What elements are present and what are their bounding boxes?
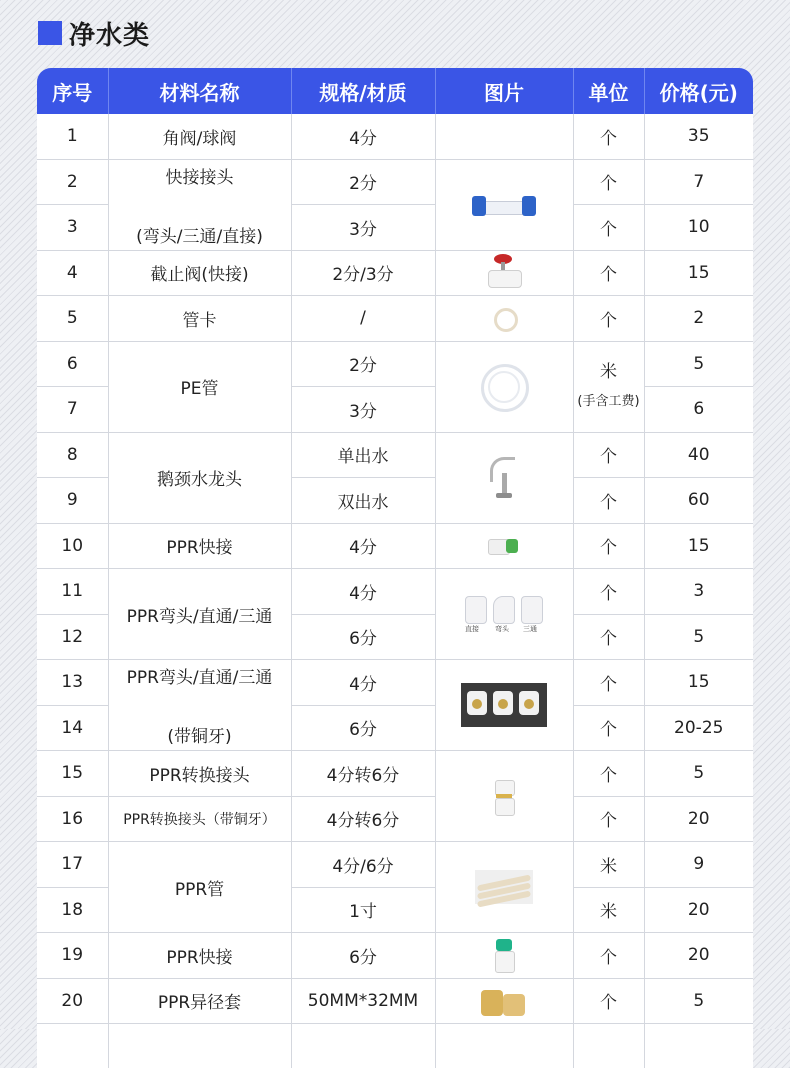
pipe-clamp-image bbox=[491, 306, 517, 330]
row-number: 13 bbox=[37, 660, 108, 706]
table-row bbox=[37, 114, 753, 159]
table-header-row bbox=[37, 68, 753, 114]
spec-cell: 4分 bbox=[291, 569, 435, 615]
table-row bbox=[37, 796, 753, 842]
unit-cell: 米 bbox=[573, 842, 644, 888]
material-name: PPR快接 bbox=[108, 523, 291, 569]
row-number: 8 bbox=[37, 432, 108, 478]
table-row bbox=[37, 296, 753, 342]
price-cell: 3 bbox=[644, 569, 753, 615]
header-number: 序号 bbox=[37, 68, 108, 114]
spec-cell: 4分 bbox=[291, 660, 435, 706]
price-cell: 35 bbox=[644, 114, 753, 159]
unit-cell: 个 bbox=[573, 569, 644, 615]
unit-cell: 个 bbox=[573, 751, 644, 797]
material-name: PPR异径套 bbox=[108, 978, 291, 1024]
picture-cell bbox=[435, 751, 573, 842]
row-number: 1 bbox=[37, 114, 108, 159]
material-name-line1: 快接接头 bbox=[166, 168, 234, 188]
row-number: 10 bbox=[37, 523, 108, 569]
row-number: 6 bbox=[37, 341, 108, 387]
price-cell: 15 bbox=[644, 250, 753, 296]
material-name: PPR快接 bbox=[108, 933, 291, 979]
gooseneck-faucet-image bbox=[484, 453, 524, 503]
brass-thread-fittings-image bbox=[461, 683, 547, 727]
title-square-icon bbox=[38, 21, 62, 45]
page-title: 净水类 bbox=[69, 15, 150, 52]
header-picture: 图片 bbox=[435, 68, 573, 114]
unit-cell: 个 bbox=[573, 705, 644, 751]
spec-cell: 4分/6分 bbox=[291, 842, 435, 888]
price-cell: 20-25 bbox=[644, 705, 753, 751]
table-row bbox=[37, 523, 753, 569]
row-number: 3 bbox=[37, 205, 108, 251]
fitting-label-tee: 三通 bbox=[523, 624, 537, 634]
table-row bbox=[37, 569, 753, 615]
spec-cell: 4分 bbox=[291, 523, 435, 569]
material-name: 鹅颈水龙头 bbox=[108, 432, 291, 523]
row-number: 16 bbox=[37, 796, 108, 842]
table-row bbox=[37, 159, 753, 205]
ppr-fittings-image bbox=[459, 592, 549, 636]
spec-cell: 2分/3分 bbox=[291, 250, 435, 296]
unit-cell: 个 bbox=[573, 296, 644, 342]
material-name: PPR管 bbox=[108, 842, 291, 933]
table-row bbox=[37, 660, 753, 706]
price-cell: 15 bbox=[644, 523, 753, 569]
section-header bbox=[38, 16, 150, 50]
ppr-quick-connector-image bbox=[488, 535, 520, 557]
fitting-label-elbow: 弯头 bbox=[495, 624, 509, 634]
spec-cell: 2分 bbox=[291, 159, 435, 205]
ppr-reducer-image bbox=[479, 984, 529, 1018]
table-row bbox=[37, 842, 753, 888]
unit-cell: 个 bbox=[573, 933, 644, 979]
spec-cell: 50MM*32MM bbox=[291, 978, 435, 1024]
unit-cell: 个 bbox=[573, 478, 644, 524]
price-table-card bbox=[37, 68, 753, 1068]
price-cell: 20 bbox=[644, 933, 753, 979]
row-number: 20 bbox=[37, 978, 108, 1024]
price-table bbox=[37, 68, 753, 1068]
row-number: 12 bbox=[37, 614, 108, 660]
spec-cell: 6分 bbox=[291, 705, 435, 751]
material-name: PPR转换接头 bbox=[108, 751, 291, 797]
unit-cell: 个 bbox=[573, 250, 644, 296]
unit-cell: 个 bbox=[573, 978, 644, 1024]
header-material-name: 材料名称 bbox=[108, 68, 291, 114]
pe-pipe-coil-image bbox=[479, 362, 529, 412]
table-row bbox=[37, 250, 753, 296]
material-name-line2: (弯头/三通/直接) bbox=[136, 227, 263, 247]
picture-cell bbox=[435, 296, 573, 342]
spec-cell: 4分转6分 bbox=[291, 796, 435, 842]
unit-note: (手含工费) bbox=[577, 394, 639, 409]
table-row bbox=[37, 341, 753, 387]
material-name: 截止阀(快接) bbox=[108, 250, 291, 296]
picture-cell bbox=[435, 341, 573, 432]
ppr-pipe-image bbox=[475, 870, 533, 904]
row-number: 2 bbox=[37, 159, 108, 205]
price-cell: 5 bbox=[644, 614, 753, 660]
spec-cell: / bbox=[291, 296, 435, 342]
material-name bbox=[108, 660, 291, 751]
row-number: 17 bbox=[37, 842, 108, 888]
spec-cell: 3分 bbox=[291, 387, 435, 433]
row-number: 9 bbox=[37, 478, 108, 524]
price-cell: 5 bbox=[644, 978, 753, 1024]
table-row bbox=[37, 751, 753, 797]
picture-cell bbox=[435, 933, 573, 979]
price-cell: 60 bbox=[644, 478, 753, 524]
row-number: 5 bbox=[37, 296, 108, 342]
spec-cell: 6分 bbox=[291, 933, 435, 979]
price-cell: 5 bbox=[644, 751, 753, 797]
price-cell: 5 bbox=[644, 341, 753, 387]
fitting-label-straight: 直接 bbox=[465, 624, 479, 634]
material-name-line1: PPR弯头/直通/三通 bbox=[127, 668, 273, 688]
price-cell: 2 bbox=[644, 296, 753, 342]
material-name: 管卡 bbox=[108, 296, 291, 342]
row-number: 15 bbox=[37, 751, 108, 797]
unit-cell bbox=[573, 341, 644, 432]
row-number: 4 bbox=[37, 250, 108, 296]
price-cell: 6 bbox=[644, 387, 753, 433]
price-cell: 40 bbox=[644, 432, 753, 478]
material-name: 角阀/球阀 bbox=[108, 114, 291, 159]
spec-cell: 3分 bbox=[291, 205, 435, 251]
picture-cell-empty bbox=[435, 114, 573, 159]
ppr-converter-image bbox=[491, 774, 517, 818]
spec-cell: 4分 bbox=[291, 114, 435, 159]
unit-cell: 个 bbox=[573, 432, 644, 478]
spec-cell: 4分转6分 bbox=[291, 751, 435, 797]
table-row-partial bbox=[37, 1024, 753, 1068]
picture-cell bbox=[435, 660, 573, 751]
table-row bbox=[37, 432, 753, 478]
picture-cell bbox=[435, 250, 573, 296]
price-cell: 20 bbox=[644, 887, 753, 933]
unit-cell: 个 bbox=[573, 614, 644, 660]
price-cell: 15 bbox=[644, 660, 753, 706]
row-number: 14 bbox=[37, 705, 108, 751]
unit-cell: 米 bbox=[573, 887, 644, 933]
price-cell: 20 bbox=[644, 796, 753, 842]
ppr-quick-6-image bbox=[493, 937, 515, 973]
material-name: PPR弯头/直通/三通 bbox=[108, 569, 291, 660]
table-row bbox=[37, 933, 753, 979]
row-number: 7 bbox=[37, 387, 108, 433]
picture-cell bbox=[435, 432, 573, 523]
unit-cell: 个 bbox=[573, 114, 644, 159]
unit-cell: 个 bbox=[573, 205, 644, 251]
price-cell: 10 bbox=[644, 205, 753, 251]
picture-cell bbox=[435, 523, 573, 569]
table-row bbox=[37, 978, 753, 1024]
picture-cell bbox=[435, 842, 573, 933]
price-cell: 7 bbox=[644, 159, 753, 205]
spec-cell: 6分 bbox=[291, 614, 435, 660]
row-number: 18 bbox=[37, 887, 108, 933]
unit-cell: 个 bbox=[573, 523, 644, 569]
picture-cell bbox=[435, 159, 573, 250]
spec-cell: 2分 bbox=[291, 341, 435, 387]
unit-meter: 米 bbox=[600, 362, 617, 382]
material-name: PPR转换接头（带铜牙） bbox=[108, 796, 291, 842]
unit-cell: 个 bbox=[573, 796, 644, 842]
spec-cell: 1寸 bbox=[291, 887, 435, 933]
stop-valve-image bbox=[484, 252, 524, 294]
spec-cell: 单出水 bbox=[291, 432, 435, 478]
header-price: 价格(元) bbox=[644, 68, 753, 114]
header-unit: 单位 bbox=[573, 68, 644, 114]
unit-cell: 个 bbox=[573, 159, 644, 205]
unit-cell: 个 bbox=[573, 660, 644, 706]
picture-cell bbox=[435, 569, 573, 660]
row-number: 11 bbox=[37, 569, 108, 615]
material-name-line2: (带铜牙) bbox=[167, 727, 231, 747]
row-number: 19 bbox=[37, 933, 108, 979]
price-cell: 9 bbox=[644, 842, 753, 888]
spec-cell: 双出水 bbox=[291, 478, 435, 524]
material-name: PE管 bbox=[108, 341, 291, 432]
material-name bbox=[108, 159, 291, 250]
picture-cell bbox=[435, 978, 573, 1024]
quick-connector-image bbox=[472, 187, 536, 223]
header-spec: 规格/材质 bbox=[291, 68, 435, 114]
